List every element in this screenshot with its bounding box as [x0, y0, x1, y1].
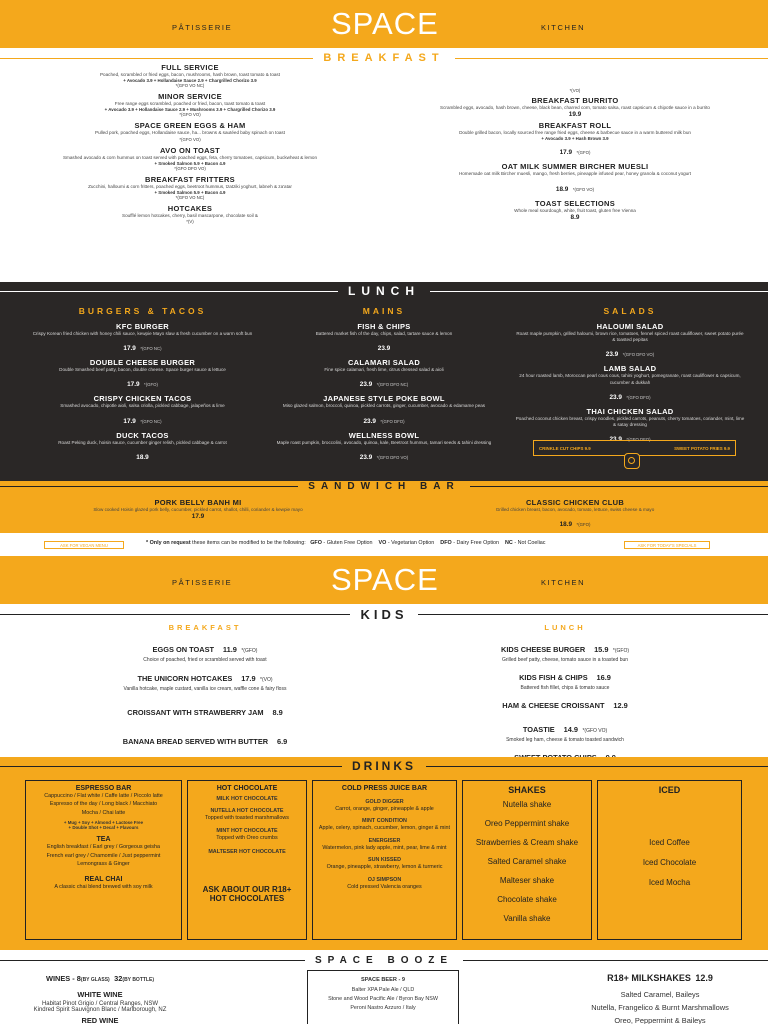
- breakfast-left: [60, 63, 320, 224]
- mains: MAINS FISH & CHIPS Battered market fish of the day, chips, salad, tartare sauce & lemon 23.9 CALAMARI SALAD Fine spice calamari, fresh lime, citrus dressed salad & aioli 23.9 *(GFO DFO NC) JAPANESE STYLE POKE BOWL Miso glazed salmon, broccoli, quinoa, pickled carrots, ginger, cucumber, avocado & edamame peas 23.9 *(GFO DFO) WELLNESS BOWL Maple roast pumpkin, broccolini, avocado, quinoa, kale, Beetroot hummus, tamari seeds & tahini dressing 23.9 *(GFO DFO VO): [272, 306, 496, 464]
- menu-item: DUCK TACOS Roast Peking duck, hoisin sauce, cucumber ginger relish, pickled cabbage & carrot 18.9: [58, 430, 227, 461]
- menu-item: CALAMARI SALAD Fine spice calamari, fresh lime, citrus dressed salad & aioli 23.9 *(GFO DFO NC): [324, 358, 444, 389]
- r18-milkshakes: R18+ MILKSHAKES 12.9 Salted Caramel, Baileys Nutella, Frangelico & Burnt Marshmallows Oreo, Peppermint & Baileys: [591, 973, 729, 1024]
- space-logo: SPACE: [331, 6, 439, 41]
- menu-item: CROISSANT WITH STRAWBERRY JAM 8.9: [127, 708, 283, 717]
- space-green-eggs: SPACE GREEN EGGS & HAM Pulled pork, poached eggs, Hollandaise sauce, ha... browns & sautéed baby spinach on toast *(GFO VO): [95, 121, 285, 142]
- full-service: FULL SERVICE Poached, scrambled or fried eggs, bacon, mushrooms, hash brown, toast tomato & toast + Avocado 3.9 + Hollandaise Sauce 2.9 + Chargrilled Chorizo 3.9 *(GFO VO NC): [99, 63, 280, 89]
- drinks-section: [0, 757, 768, 950]
- drinks-heading: DRINKS: [0, 762, 768, 770]
- avo-on-toast: AVO ON TOAST Smashed avocado & corn hummus on toast served with poached eggs, feta, cherry tomatoes, capsicum, buckwheat & lemon + Smoked Salmon 5.9 + Bacon 4.9 *(GFO DFO VO): [62, 145, 318, 171]
- juice-bar-box: COLD PRESS JUICE BAR GOLD DIGGER Carrot, orange, ginger, pineapple & apple MINT CONDITION Apple, celery, spinach, cucumber, lemon, ginger & mint ENERGISER Watermelon, pink lady apple, mint, pear, lime & mint SUN KISSED Orange, pineapple, strawberry, lemon & turmeric OJ SIMPSON Cold pressed Valencia oranges: [312, 780, 457, 940]
- instagram-icon[interactable]: [624, 453, 640, 469]
- hotcakes: HOTCAKES Soufflé lemon hotcakes, cherry, basil mascarpone, chocolate soil & *(V): [122, 203, 258, 225]
- lunch-section: [0, 282, 768, 481]
- sandwich-heading: SANDWICH BAR: [0, 482, 768, 490]
- legend-row: [0, 536, 768, 554]
- patisserie-label: PÂTISSERIE: [172, 578, 233, 587]
- espresso-bar-box: ESPRESSO BAR Cappuccino / Flat white / Caffe latte / Piccolo latte Espresso of the day / Long black / Macchiato Mocha / Chai latte + Mug + Soy + Almond + Lactose Free + Double Shot + Decaf + Flavours TEA English breakfast / Earl grey / Gorgeous geisha French earl grey / Chamomile / Just peppermint Lemongrass & Ginger REAL CHAI A classic chai blend brewed with soy milk: [25, 780, 182, 940]
- wines: WINES - 8(BY GLASS) 32(BY BOTTLE) WHITE WINE Habitat Pinot Grigio / Central Ranges, NSW Kindred Spirit Sauvignon Blanc / Marlborough, NZ RED WINE: [33, 974, 167, 1024]
- menu-item: KFC BURGER Crispy Korean fried chicken with honey chili sauce, kewpie Mayo slaw & fresh cucumber on a warm soft bun 17.9 *(GFO NC): [32, 322, 253, 353]
- sandwich-section: [0, 481, 768, 533]
- menu-item: THAI CHICKEN SALAD Poached coconut chicken breast, crispy noodles, pickled carrots, peanuts, cherry tomatoes, coriander, mint, lime & satay dressing 23.9 *(GFO DFO): [515, 406, 745, 444]
- sides-box: CRINKLE CUT CHIPS 9.9 SWEET POTATO FRIES 9.9: [533, 440, 736, 456]
- pork-belly-banh-mi: PORK BELLY BANH MI Slow cooked Hoisin glazed pork belly, cucumber, pickled carrot, shallot, chilli, coriander & kewpie mayo 17.9: [93, 498, 303, 521]
- breakfast-fritters: BREAKFAST FRITTERS Zucchini, halloumi & corn fritters, poached eggs, beetroot hummus, tzatziki yoghurt, labneh & za'atar + Smoked Salmon 5.9 + Bacon 4.9 *(GFO VO NC): [88, 174, 292, 200]
- burgers-tacos: BURGERS & TACOS KFC BURGER Crispy Korean fried chicken with honey chili sauce, kewpie Mayo slaw & fresh cucumber on a warm soft bun 17.9 *(GFO NC) DOUBLE CHEESE BURGER Double Smashed beef patty, bacon, double cheese. Space burger sauce & lettuce 17.9 *(GFO) CRISPY CHICKEN TACOS Smashed avocado, chipotle aioli, salsa criolla, pickled cabbage, jalapeños & lime 17.9 *(GFO NC) DUCK TACOS Roast Peking duck, hoisin sauce, cucumber ginger relish, pickled cabbage & carrot 18.9: [30, 306, 255, 464]
- menu-item: HAM & CHEESE CROISSANT 12.9: [502, 701, 628, 710]
- menu-item: FISH & CHIPS Battered market fish of the day, chips, salad, tartare sauce & lemon 23.9: [315, 322, 453, 353]
- kids-header: [0, 556, 768, 604]
- kids-heading: KIDS: [0, 610, 768, 618]
- breakfast-heading: BREAKFAST: [0, 54, 768, 62]
- burger-items: [30, 322, 255, 464]
- classic-chicken-club: CLASSIC CHICKEN CLUB Grilled chicken breast, bacon, avocado, tomato, lettuce, swiss cheese & mayo 18.9 *(GFO): [495, 498, 655, 529]
- menu-item: WELLNESS BOWL Maple roast pumpkin, broccolini, avocado, quinoa, kale, Beetroot hummus, tamari seeds & tahini dressing 23.9 *(GFO DFO VO): [276, 430, 492, 461]
- space-logo: SPACE: [331, 562, 439, 597]
- menu-item: THE UNICORN HOTCAKES 17.9 *(VO) Vanilla hotcake, maple custard, vanilla ice cream, waffle cone & fairy floss: [123, 674, 287, 692]
- menu-item: DOUBLE CHEESE BURGER Double Smashed beef patty, bacon, double cheese. Space burger sauce & lettuce 17.9 *(GFO): [59, 358, 226, 389]
- breakfast-right: [430, 88, 720, 221]
- space-beer-box: SPACE BEER - 9 Balter XPA Pale Ale / QLD Stone and Wood Pacific Ale / Byron Bay NSW Peroni Nastro Azzuro / Italy: [307, 970, 459, 1024]
- menu-item: HALOUMI SALAD Roast maple pumpkin, grilled haloumi, brown rice, tomatoes, fennel spiced roast cauliflower, sweet potato purée & toasted pepitas 23.9 *(GFO DFO VO): [516, 322, 744, 359]
- top-header: [0, 0, 768, 48]
- bircher-muesli: OAT MILK SUMMER BIRCHER MUESLI Homemade oat milk Bircher muesli, mango, fresh berries, pineapple infused pear, honey granola & coconut yogurt 18.9 *(GFO VO): [458, 162, 692, 193]
- menu-item: EGGS ON TOAST 11.9 *(GFO) Choice of poached, fried or scrambled served with toast: [143, 645, 267, 663]
- toast-selections: TOAST SELECTIONS Whole meal sourdough, white, fruit toast, gluten free Vienna 8.9: [514, 198, 636, 221]
- menu-item: BANANA BREAD SERVED WITH BUTTER 6.9: [122, 737, 288, 746]
- kids-breakfast: [60, 639, 350, 749]
- kitchen-label: KITCHEN: [541, 23, 586, 32]
- vegan-menu-link[interactable]: ASK FOR VEGAN MENU: [44, 541, 124, 549]
- menu-item: JAPANESE STYLE POKE BOWL Miso glazed salmon, broccoli, quinoa, pickled carrots, ginger, cucumber, avocado & edamame peas 23.9 *(GFO DFO): [282, 394, 486, 425]
- menu-item: CRISPY CHICKEN TACOS Smashed avocado, chipotle aioli, salsa criolla, pickled cabbage, jalapeños & lime 17.9 *(GFO NC): [60, 394, 225, 425]
- minor-service: MINOR SERVICE Free range eggs scrambled, poached or fried, bacon, toast tomato & toast + Avocado 3.9 + Hollandaise Sauce 2.9 + Mushrooms 3.9 + Chargrilled Chorizo 3.9 *(GFO VO): [104, 92, 276, 118]
- menu-item: LAMB SALAD 24 hour roasted lamb, Moroccan pearl cous cous, tahini yoghurt, pomegranate, roast cauliflower & capsicum, cucumber & dukkah 23.9 *(GFO DFO): [519, 364, 741, 401]
- iced-box: ICED Iced Coffee Iced Chocolate Iced Mocha: [597, 780, 742, 940]
- specials-link[interactable]: ASK FOR TODAY'S SPECIALS: [624, 541, 710, 549]
- menu-item: KIDS FISH & CHIPS 16.9 Battered fish fillet, chips & tomato sauce: [519, 673, 611, 691]
- menu-item: TOASTIE 14.9 *(GFO VO) Smoked leg ham, cheese & tomato toasted sandwich: [506, 725, 624, 743]
- patisserie-label: PÂTISSERIE: [172, 23, 233, 32]
- breakfast-roll: BREAKFAST ROLL Double grilled bacon, locally sourced free range fried eggs, cheese & barbecue sauce in a warm buttered milk bun + Avocado 3.9 + Hash Brown 3.9 17.9 *(GFO): [459, 121, 691, 157]
- kitchen-label: KITCHEN: [541, 578, 586, 587]
- legend-text: * Only on request these items can be modified to be the following: GFO - Gluten Free Option VO - Vegetarian Option DFO - Dairy Free Option NC - Not Coeliac: [146, 540, 546, 546]
- kids-breakfast-heading: BREAKFAST: [168, 623, 242, 632]
- salads: SALADS HALOUMI SALAD Roast maple pumpkin, grilled haloumi, brown rice, tomatoes, fennel spiced roast cauliflower, sweet potato purée & toasted pepitas 23.9 *(GFO DFO VO) LAMB SALAD 24 hour roasted lamb, Moroccan pearl cous cous, tahini yoghurt, pomegranate, roast cauliflower & capsicum, cucumber & dukkah 23.9 *(GFO DFO) THAI CHICKEN SALAD Poached coconut chicken breast, crispy noodles, pickled carrots, peanuts, cherry tomatoes, coriander, mint, lime & satay dressing 23.9 *(GFO DFO): [515, 306, 745, 446]
- menu-item: KIDS CHEESE BURGER 15.9 *(GFO) Grilled beef patty, cheese, tomato sauce in a toasted bun: [500, 645, 630, 663]
- breakfast-burrito: BREAKFAST BURRITO Scrambled eggs, avocado, hash brown, cheese, black bean, charred corn, tomato salsa, roast capsicum & chipotle sauce in a burrito 19.9: [440, 96, 710, 119]
- lunch-heading: LUNCH: [0, 287, 768, 295]
- shakes-box: SHAKES Nutella shake Oreo Peppermint shake Strawberries & Cream shake Salted Caramel shake Malteser shake Chocolate shake Vanilla shake: [462, 780, 592, 940]
- hot-chocolate-box: HOT CHOCOLATE MILK HOT CHOCOLATE NUTELLA HOT CHOCOLATE Topped with toasted marshmallows MINT HOT CHOCOLATE Topped with Oreo crumbs MALTESER HOT CHOCOLATE ASK ABOUT OUR R18+ HOT CHOCOLATES: [187, 780, 307, 940]
- booze-heading: SPACE BOOZE: [0, 956, 768, 964]
- kids-lunch-heading: LUNCH: [544, 623, 586, 632]
- burrito-tags: *(VO): [569, 88, 581, 93]
